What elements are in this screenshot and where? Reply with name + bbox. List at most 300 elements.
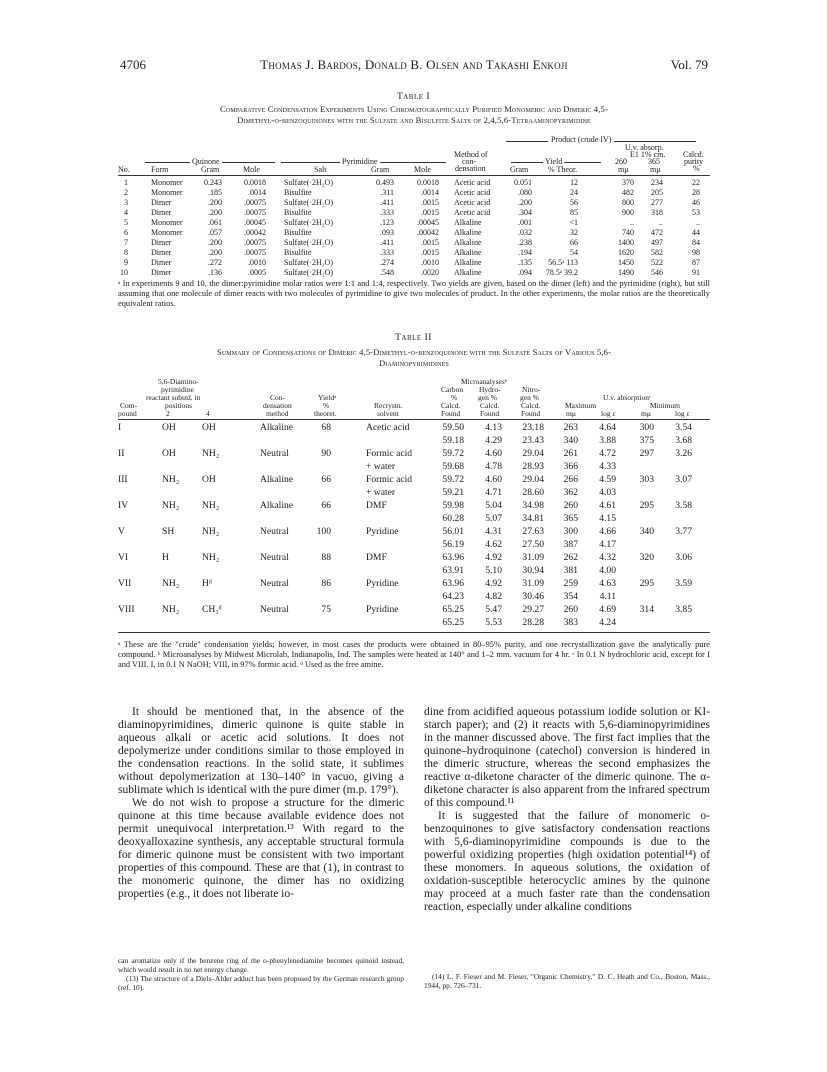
t1-pgram-cell: .333 — [380, 208, 394, 217]
t2-min_mu-cell: 340 — [639, 526, 654, 537]
t2-min_log-cell: 3.26 — [675, 448, 692, 459]
t2-pos2-header: 2 — [166, 409, 170, 418]
t2-p2-cell: OH — [162, 422, 176, 433]
body-paragraph: It is suggested that the failure of monomeric o-benzoquinones to give satisfactory condensation reactions with 5,6-diaminopyrimidine compounds is due to the powerful oxidizing properties (high oxidation potential¹⁴) of these monomers. In aqueous solutions, the oxidation of oxidation-susceptible heterocyclic amines by the quinone may proceed at a much faster rate than the condensation reaction, especially under alkaline conditions — [424, 810, 710, 913]
t1-form-cell: Monomer — [151, 188, 183, 197]
t1-purity-cell: 53 — [692, 208, 700, 217]
t2-p2-cell: NH₂ — [162, 474, 180, 485]
t2-c-cell: 63.96 — [442, 552, 464, 563]
body-right-column — [424, 706, 710, 914]
t1-pmole-cell: .0015 — [421, 238, 439, 247]
table-row — [118, 448, 710, 460]
t2-c-cell: 59.68 — [442, 461, 464, 472]
t1-form-header: Form — [151, 165, 169, 174]
t1-uv260-cell: 1490 — [618, 268, 634, 277]
t2-max_log-cell: 4.15 — [599, 513, 616, 524]
t2-yield-header: % — [323, 401, 330, 410]
t1-pgram-cell: .411 — [380, 238, 394, 247]
t1-uv-header: U.v. absorp. — [625, 143, 664, 152]
t2-yield-header: theoret. — [314, 409, 337, 418]
running-header — [120, 57, 708, 73]
t1-gram-cell: .185 — [208, 188, 222, 197]
t2-cond-header: Con- — [270, 393, 285, 402]
t2-calcd-header: Calcd. — [441, 401, 461, 410]
t1-ytheor-cell: 12 — [570, 178, 578, 187]
t1-purity-cell: 46 — [692, 198, 700, 207]
t1-pgram-cell: .548 — [380, 268, 394, 277]
t2-min_mu-cell: 320 — [639, 552, 654, 563]
t1-salt-cell: Bisulfite — [284, 248, 312, 257]
t2-h-cell: 4.31 — [485, 526, 502, 537]
t1-purity-cell: .. — [696, 218, 700, 227]
t2-min_log-cell: 3.59 — [675, 578, 692, 589]
t2-calcd-header: Calcd. — [480, 401, 500, 410]
table2-title-line: Diaminopyrimidines — [379, 358, 449, 368]
table-row — [118, 513, 710, 525]
t2-max_log-cell: 4.17 — [599, 539, 616, 550]
table-row — [118, 526, 710, 538]
t1-ytheor-cell: <1 — [569, 218, 578, 227]
t2-p4-cell: CH₃ᵈ — [202, 604, 222, 615]
t1-mole-cell: .00075 — [244, 198, 266, 207]
t1-method-header: Method of — [454, 150, 488, 159]
table-row — [118, 228, 710, 238]
t1-no-cell: 6 — [124, 228, 128, 237]
t2-p4-cell: NH₂ — [202, 552, 220, 563]
t2-calcd-header: Calcd. — [521, 401, 541, 410]
t1-uv365-cell: 522 — [651, 258, 663, 267]
t1-salt-cell: Bisulfite — [284, 208, 312, 217]
t2-c-cell: 65.25 — [442, 617, 464, 628]
t2-method-cell: Neutral — [260, 526, 289, 537]
t2-n-cell: 28.28 — [522, 617, 544, 628]
t2-reactant-header: pyrimidine — [161, 385, 194, 394]
t1-ytheor-header: % Theor. — [548, 165, 578, 174]
t2-recryst-header: solvent — [377, 409, 399, 418]
table2-title-line: Summary of Condensations of Dimeric 4,5-Dimethyl-o-benzoquinone with the Sulfate Salts of Various 5,6- — [216, 347, 612, 357]
t2-yield-cell: 75 — [321, 604, 331, 615]
t2-n-cell: 34.81 — [522, 513, 544, 524]
t2-n-cell: 29.04 — [522, 474, 544, 485]
t1-percent-header: % — [693, 164, 700, 173]
t2-max_log-cell: 4.33 — [599, 461, 616, 472]
t2-p4-cell: NH₂ — [202, 448, 220, 459]
t1-pmole-cell: .00042 — [417, 228, 439, 237]
t1-uv365-cell: 472 — [651, 228, 663, 237]
t2-c-cell: 59.72 — [442, 474, 464, 485]
t2-min_mu-cell: 375 — [639, 435, 654, 446]
t2-min_log-cell: 3.68 — [675, 435, 692, 446]
t1-uv260-cell: 1400 — [618, 238, 634, 247]
table2-title — [118, 347, 710, 369]
t2-solvent-cell: Pyridine — [366, 526, 399, 537]
table-row — [118, 617, 710, 629]
t2-solvent-cell: Pyridine — [366, 578, 399, 589]
table-row — [118, 500, 710, 512]
t2-p2-cell: NH₂ — [162, 578, 180, 589]
table-row — [118, 578, 710, 590]
t1-ytheor-cell: 32 — [570, 228, 578, 237]
t2-max_mu-cell: 383 — [563, 617, 578, 628]
t2-mu-header: mμ — [566, 409, 576, 418]
table-row — [118, 474, 710, 486]
t2-method-cell: Neutral — [260, 448, 289, 459]
t1-salt-cell: Bisulfite — [284, 188, 312, 197]
t1-no-cell: 7 — [124, 238, 128, 247]
t2-cond-header: densation — [263, 401, 292, 410]
t2-h-cell: 5.53 — [485, 617, 502, 628]
t2-solvent-cell: + water — [366, 487, 396, 498]
t2-p4-cell: NH₂ — [202, 526, 220, 537]
t1-method-header-2: con- — [462, 157, 477, 166]
t1-pgram-header: Gram — [371, 165, 390, 174]
t2-cpd-cell: VIII — [118, 604, 135, 615]
t1-purity-header: purity — [684, 157, 704, 166]
t2-n-cell: 27.50 — [522, 539, 544, 550]
t1-uv-e-header: E1 1% cm. — [630, 150, 666, 159]
t2-n-cell: 23.43 — [522, 435, 544, 446]
t2-p4-cell: Hᵈ — [202, 578, 212, 589]
t1-gram-cell: .272 — [208, 258, 222, 267]
t1-method-cell: Acetic acid — [454, 178, 491, 187]
table-row — [118, 422, 710, 434]
t2-max_mu-cell: 262 — [563, 552, 578, 563]
t2-h-cell: 4.82 — [485, 591, 502, 602]
t2-c-cell: 59.98 — [442, 500, 464, 511]
t1-no-cell: 9 — [124, 258, 128, 267]
t1-uv260-cell: 740 — [622, 228, 634, 237]
t1-mole-cell: .0014 — [248, 188, 266, 197]
t1-method-cell: Acetic acid — [454, 198, 491, 207]
table1-title-line: Dimethyl-o-benzoquinones with the Sulfate and Bisulfite Salts of 2,4,5,6-Tetraaminopyrimidine — [237, 115, 591, 125]
t2-n-cell: 31.09 — [522, 578, 544, 589]
t2-min_log-cell: 3.77 — [675, 526, 692, 537]
t1-uv260-cell: 1620 — [618, 248, 634, 257]
t2-yield-cell: 66 — [321, 500, 331, 511]
t1-ytheor-cell: 54 — [570, 248, 578, 257]
t2-method-cell: Neutral — [260, 552, 289, 563]
t2-max_mu-cell: 259 — [563, 578, 578, 589]
t1-method-cell: Alkaline — [454, 268, 482, 277]
t2-reactant-header: positions — [165, 401, 193, 410]
t1-uv365-cell: 546 — [651, 268, 663, 277]
t1-pmole-cell: .0015 — [421, 208, 439, 217]
t2-max_log-cell: 4.61 — [599, 500, 616, 511]
t2-h-cell: 5.04 — [485, 500, 502, 511]
table-row — [118, 208, 710, 218]
t1-gram-cell: .057 — [208, 228, 222, 237]
t2-carbon-header: Carbon — [441, 385, 464, 394]
t1-pgram-cell: 0.493 — [376, 178, 394, 187]
t1-mole-cell: .00075 — [244, 208, 266, 217]
t1-ygram-cell: 0.051 — [514, 178, 532, 187]
t2-yield-header: Yieldᵃ — [318, 393, 337, 402]
t2-c-cell: 59.21 — [442, 487, 464, 498]
t2-method-cell: Alkaline — [260, 422, 294, 433]
t1-gram-cell: 0.243 — [204, 178, 222, 187]
t2-cpd-cell: II — [118, 448, 125, 459]
t1-method-cell: Acetic acid — [454, 208, 491, 217]
t1-purity-cell: 44 — [692, 228, 700, 237]
t1-gram-cell: .200 — [208, 238, 222, 247]
t1-form-cell: Dimer — [151, 268, 172, 277]
t1-uv260-cell: 800 — [622, 198, 634, 207]
t1-method-header-3: densation — [455, 164, 486, 173]
t2-solvent-cell: Formic acid — [366, 474, 413, 485]
t1-uv-260: 260 — [615, 157, 627, 166]
t2-max_mu-cell: 263 — [563, 422, 578, 433]
t1-uv260-cell: 370 — [622, 178, 634, 187]
t2-cpd-cell: VI — [118, 552, 129, 563]
t1-ytheor-cell: 78.5ᵃ 39.2 — [545, 268, 578, 277]
t2-pos4-header: 4 — [206, 409, 210, 418]
table1-label: Table I — [396, 92, 431, 102]
t2-n-cell: 28.93 — [522, 461, 544, 472]
t1-form-cell: Dimer — [151, 248, 172, 257]
t1-ytheor-cell: 56 — [570, 198, 578, 207]
table1-title-line: Comparative Condensation Experiments Using Chromatographically Purified Monomeric and Dimeric 4,5- — [220, 104, 608, 114]
t1-method-cell: Alkaline — [454, 238, 482, 247]
t1-method-cell: Alkaline — [454, 248, 482, 257]
t1-salt-cell: Sulfate(·2H₂O) — [284, 178, 333, 187]
t2-compound-header: Com- — [120, 401, 138, 410]
t2-cpd-cell: VII — [118, 578, 132, 589]
t1-pgram-cell: .311 — [380, 188, 394, 197]
t2-found-header: Found — [441, 409, 461, 418]
t2-max_log-cell: 4.00 — [599, 565, 616, 576]
t1-pgram-cell: .411 — [380, 198, 394, 207]
t1-pmole-cell: .0010 — [421, 258, 439, 267]
t2-bottom-rule — [118, 632, 710, 633]
t2-cond-header: method — [266, 409, 289, 418]
t2-yield-cell: 90 — [321, 448, 331, 459]
t1-uv260-cell: 900 — [622, 208, 634, 217]
t1-gram-cell: .200 — [208, 198, 222, 207]
t2-c-cell: 65.25 — [442, 604, 464, 615]
t2-min_mu-cell: 300 — [639, 422, 654, 433]
t1-ygram-cell: .200 — [518, 198, 532, 207]
body-paragraph: It should be mentioned that, in the absence of the diaminopyrimidines, dimeric quinone is quite stable in aqueous alkali or acetic acid solutions. It does not depolymerize under conditions similar to those employed in the condensation reactions. In the solid state, it sublimes without depolymerization at 130–140° in vacuo, giving a sublimate which is identical with the pure dimer (m.p. 179°). — [118, 706, 404, 796]
t2-c-cell: 59.72 — [442, 448, 464, 459]
t2-max_mu-cell: 365 — [563, 513, 578, 524]
table1 — [118, 135, 710, 300]
t1-gram-header: Gram — [201, 165, 220, 174]
t2-max_mu-cell: 387 — [563, 539, 578, 550]
t2-yield-cell: 86 — [321, 578, 331, 589]
t2-h-cell: 4.78 — [485, 461, 502, 472]
t1-mole-cell: 0.0018 — [244, 178, 266, 187]
t1-gram-cell: .136 — [208, 268, 222, 277]
t1-no-cell: 1 — [124, 178, 128, 187]
t2-log-header: log ε — [675, 409, 690, 418]
t2-method-cell: Alkaline — [260, 500, 294, 511]
t2-max_mu-cell: 340 — [563, 435, 578, 446]
t2-max_mu-cell: 362 — [563, 487, 578, 498]
t1-pmole-cell: .00045 — [417, 218, 439, 227]
t1-pgram-cell: .333 — [380, 248, 394, 257]
t1-form-cell: Dimer — [151, 208, 172, 217]
t2-nitro-header: Nitro- — [522, 385, 541, 394]
t1-uv365-cell: .. — [659, 218, 663, 227]
t2-found-header: Found — [521, 409, 541, 418]
t1-gram-cell: .061 — [208, 218, 222, 227]
t2-method-cell: Neutral — [260, 578, 289, 589]
t2-solvent-cell: DMF — [366, 500, 387, 511]
t2-method-cell: Alkaline — [260, 474, 294, 485]
t2-max_log-cell: 4.11 — [599, 591, 616, 602]
t1-uv260-cell: .. — [630, 218, 634, 227]
t2-carbon-header: % — [451, 393, 458, 402]
t1-header-rule — [118, 175, 710, 176]
t1-mole-cell: .0005 — [248, 268, 266, 277]
t2-max_mu-cell: 266 — [563, 474, 578, 485]
t2-found-header: Found — [480, 409, 500, 418]
t1-uv365-cell: 582 — [651, 248, 663, 257]
t1-uv-365: 365 — [648, 157, 660, 166]
t2-solvent-cell: Pyridine — [366, 604, 399, 615]
t2-compound-header: pound — [118, 409, 137, 418]
t1-no-cell: 10 — [120, 268, 128, 277]
t2-min_mu-cell: 295 — [639, 578, 654, 589]
t1-pmole-cell: .0014 — [421, 188, 439, 197]
t1-ygram-cell: .194 — [518, 248, 532, 257]
table-row — [118, 552, 710, 564]
t2-max_mu-cell: 261 — [563, 448, 578, 459]
t2-p4-cell: OH — [202, 474, 216, 485]
table-row — [118, 258, 710, 268]
table-row — [118, 539, 710, 551]
t2-p2-cell: NH₂ — [162, 604, 180, 615]
t1-pgram-cell: .274 — [380, 258, 394, 267]
t2-p2-cell: OH — [162, 448, 176, 459]
t2-cpd-cell: I — [118, 422, 122, 433]
t1-pmole-header: Mole — [414, 165, 431, 174]
t2-log-header: log ε — [601, 409, 616, 418]
t2-n-cell: 30.94 — [522, 565, 544, 576]
t2-h-cell: 4.29 — [485, 435, 502, 446]
table-row — [118, 268, 710, 278]
t2-c-cell: 63.96 — [442, 578, 464, 589]
t2-reactant-header: 5,6-Diamino- — [158, 377, 199, 386]
t2-n-cell: 34.98 — [522, 500, 544, 511]
t2-n-cell: 30.46 — [522, 591, 544, 602]
t2-h-cell: 5.10 — [485, 565, 502, 576]
t1-no-cell: 4 — [124, 208, 128, 217]
t2-h-cell: 4.60 — [485, 448, 502, 459]
table2-label: Table II — [395, 333, 432, 343]
t1-salt-cell: Bisulfite — [284, 228, 312, 237]
t1-salt-cell: Sulfate(·2H₂O) — [284, 238, 333, 247]
t2-solvent-cell: DMF — [366, 552, 387, 563]
t2-max_log-cell: 4.64 — [599, 422, 616, 433]
t2-solvent-cell: Formic acid — [366, 448, 413, 459]
t1-product-header: Product (crude IV) — [548, 135, 614, 144]
t2-yield-cell: 68 — [321, 422, 331, 433]
t2-p2-cell: NH₂ — [162, 500, 180, 511]
t1-pmole-cell: .0020 — [421, 268, 439, 277]
table-row — [118, 591, 710, 603]
t2-n-cell: 28.60 — [522, 487, 544, 498]
t1-salt-cell: Sulfate(·2H₂O) — [284, 268, 333, 277]
table-row — [118, 565, 710, 577]
t1-uv260-cell: 482 — [622, 188, 634, 197]
t2-min_mu-cell: 303 — [639, 474, 654, 485]
t2-min_log-cell: 3.07 — [675, 474, 692, 485]
t1-purity-cell: 87 — [692, 258, 700, 267]
t2-n-cell: 29.27 — [522, 604, 544, 615]
t2-yield-cell: 66 — [321, 474, 331, 485]
t2-n-cell: 23.18 — [522, 422, 544, 433]
t1-ytheor-cell: 24 — [570, 188, 578, 197]
left-footnotes — [118, 956, 404, 992]
t2-h-cell: 4.60 — [485, 474, 502, 485]
table-row — [118, 198, 710, 208]
t2-min_mu-cell: 297 — [639, 448, 654, 459]
t1-method-cell: Alkaline — [454, 228, 482, 237]
table-row — [118, 238, 710, 248]
t1-ygram-cell: .238 — [518, 238, 532, 247]
t1-ygram-cell: .094 — [518, 268, 532, 277]
t1-purity-cell: 84 — [692, 238, 700, 247]
t1-gram-cell: .200 — [208, 208, 222, 217]
t1-uv365-cell: 497 — [651, 238, 663, 247]
right-footnotes — [424, 972, 710, 990]
t1-pgram-cell: .093 — [380, 228, 394, 237]
t1-ygram-header: Gram — [510, 165, 529, 174]
t2-max_mu-cell: 381 — [563, 565, 578, 576]
t2-n-cell: 29.04 — [522, 448, 544, 459]
t1-mole-header: Mole — [243, 165, 260, 174]
t1-uv260-cell: 1450 — [618, 258, 634, 267]
table-row — [118, 178, 710, 188]
t2-h-cell: 5.07 — [485, 513, 502, 524]
t2-c-cell: 56.01 — [442, 526, 464, 537]
t1-gram-cell: .200 — [208, 248, 222, 257]
t1-purity-cell: 28 — [692, 188, 700, 197]
page-number: 4706 — [120, 57, 146, 72]
t2-c-cell: 56.19 — [442, 539, 464, 550]
t2-min_log-cell: 3.58 — [675, 500, 692, 511]
t2-min_mu-cell: 314 — [639, 604, 654, 615]
t2-reactant-header: reactant substd. in — [146, 393, 201, 402]
t1-ygram-cell: .304 — [518, 208, 532, 217]
t1-no-header: No. — [118, 165, 130, 174]
t2-max_mu-cell: 260 — [563, 500, 578, 511]
t2-max_mu-cell: 260 — [563, 604, 578, 615]
t1-yield-header: Yield — [545, 157, 563, 166]
t2-hydro-header: Hydro- — [479, 385, 501, 394]
t1-ytheor-cell: 85 — [570, 208, 578, 217]
t2-max_mu-cell: 354 — [563, 591, 578, 602]
t2-p2-cell: H — [162, 552, 169, 563]
t2-c-cell: 59.18 — [442, 435, 464, 446]
t2-yield-cell: 88 — [321, 552, 331, 563]
t2-h-cell: 4.71 — [485, 487, 502, 498]
t2-max_log-cell: 4.59 — [599, 474, 616, 485]
body-paragraph: dine from acidified aqueous potassium iodide solution or KI-starch paper); and (2) it reacts with 5,6-diaminopyrimidines in the manner discussed above. The first fact implies that the quinone–hydroquinone (catechol) conversion is hindered in the dimeric structure, whereas the second emphasizes the reactive α-diketone character of the dimeric quinone. The α-diketone character is also apparent from the infrared spectrum of this compound.¹¹ — [424, 706, 710, 809]
t1-purity-cell: 98 — [692, 248, 700, 257]
t1-salt-cell: Sulfate(·2H₂O) — [284, 258, 333, 267]
body-left-column — [118, 706, 404, 901]
t1-mu-header: mμ — [650, 165, 661, 174]
t2-c-cell: 59.50 — [442, 422, 464, 433]
t1-no-cell: 3 — [124, 198, 128, 207]
t1-pmole-cell: .0015 — [421, 198, 439, 207]
table-row — [118, 188, 710, 198]
t2-max_log-cell: 4.32 — [599, 552, 616, 563]
t1-form-cell: Monomer — [151, 228, 183, 237]
t2-yield-cell: 100 — [316, 526, 331, 537]
